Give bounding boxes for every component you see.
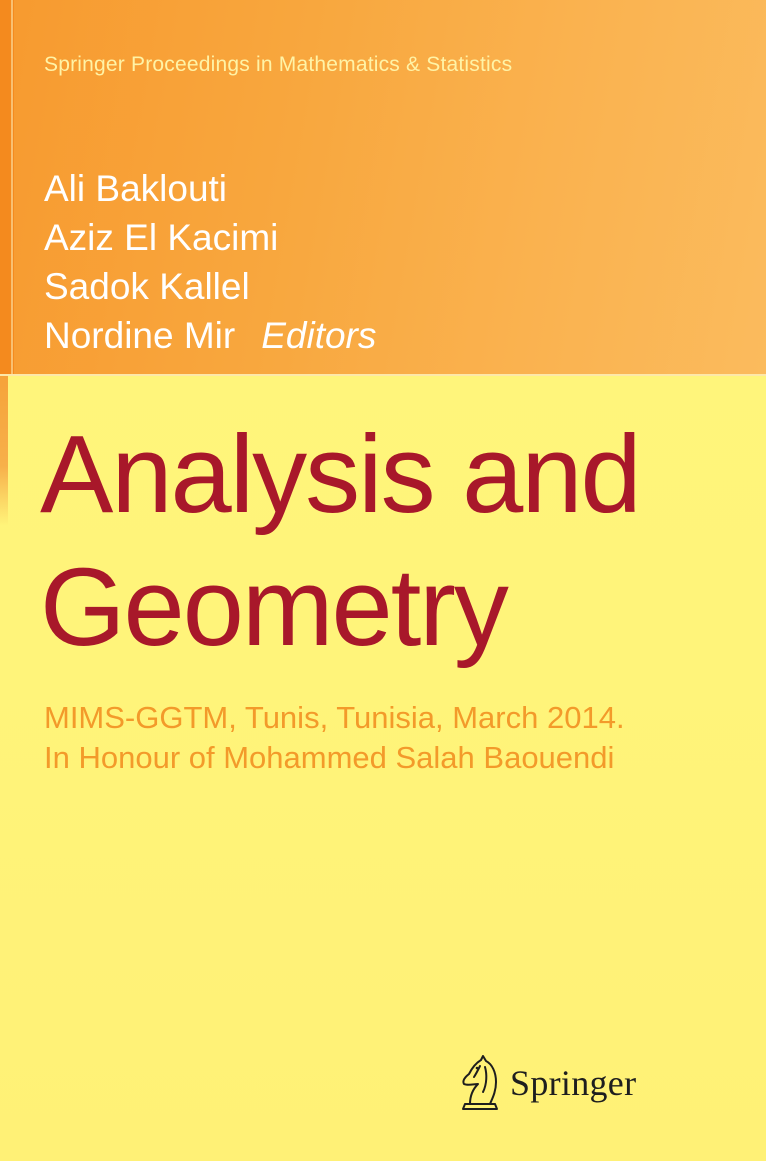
series-title: Springer Proceedings in Mathematics & Statistics [44,53,513,76]
left-edge-strip-lower [0,376,8,526]
book-subtitle [44,698,625,778]
subtitle-line: In Honour of Mohammed Salah Baouendi [44,740,615,775]
book-title-line: Geometry [40,546,507,669]
editor-name: Ali Baklouti [44,168,228,209]
editor-name: Nordine Mir Editors [44,315,377,356]
editor-name: Sadok Kallel [44,266,250,307]
publisher-logo [456,1053,636,1113]
book-title [40,408,640,674]
subtitle-line: MIMS-GGTM, Tunis, Tunisia, March 2014. [44,700,625,735]
band-divider [0,374,766,376]
editor-list [44,164,376,360]
publisher-name: Springer [510,1063,637,1103]
chess-knight-icon [456,1054,502,1112]
editors-role-label: Editors [261,315,377,356]
book-title-line: Analysis and [40,413,640,536]
editor-name: Aziz El Kacimi [44,217,279,258]
left-edge-highlight [11,0,13,375]
